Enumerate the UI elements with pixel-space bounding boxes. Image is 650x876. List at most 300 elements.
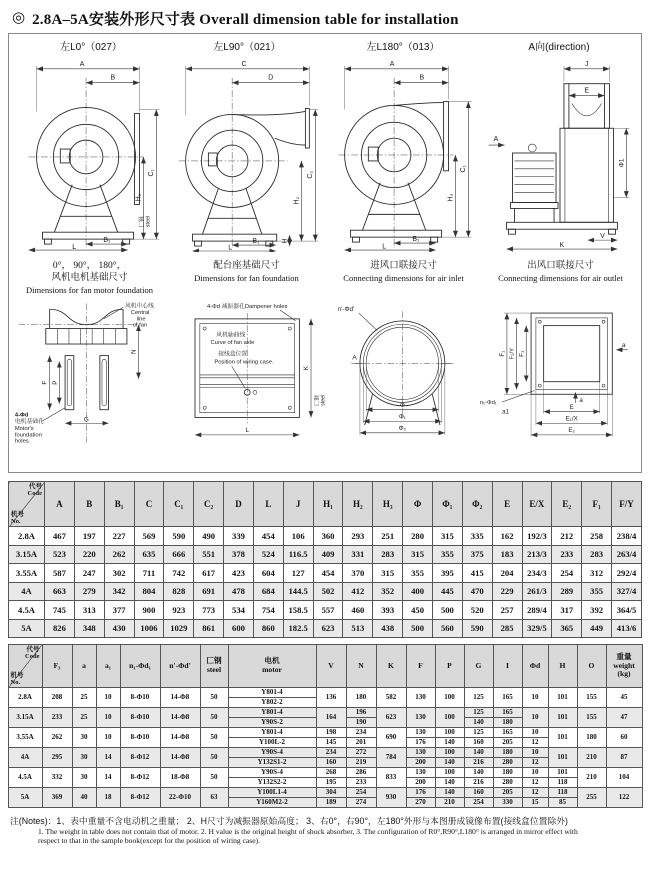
t1-value-cell: 590 [462, 619, 492, 638]
t2-value-cell: 180 [493, 748, 522, 758]
t1-value-cell: 254 [552, 564, 582, 583]
t1-value-cell: 445 [432, 582, 462, 601]
dampener-holes-label: 4-Φd 减振器孔Dampener holes [206, 304, 287, 311]
t2-value-cell: 164 [316, 708, 346, 728]
t2-col-header: 匚钢 steel [200, 645, 228, 688]
centerline-en3: of fan [132, 323, 148, 330]
t1-value-cell: 423 [224, 564, 254, 583]
t2-value-cell: 12 [522, 758, 548, 768]
t1-row-5A [9, 619, 642, 638]
motor-foundation-drawing [11, 297, 166, 449]
t1-value-cell: 335 [462, 527, 492, 546]
t2-value-cell: 160 [316, 758, 346, 768]
t2-motor-cell: Y100L-2 [228, 738, 316, 748]
top-drawings-row [9, 34, 641, 257]
t1-value-cell: 412 [343, 582, 373, 601]
t2-value-cell: 190 [346, 718, 376, 728]
t2-value-cell: 14-Φ8 [160, 748, 200, 768]
t2-value-cell: 12 [522, 778, 548, 788]
dimension-table-2 [8, 644, 643, 808]
t2-value-cell: 201 [346, 738, 376, 748]
t1-value-cell: 293 [343, 527, 373, 546]
t2-value-cell: 268 [316, 768, 346, 778]
t2-value-cell: 10 [96, 708, 120, 728]
t2-value-cell: 254 [346, 788, 376, 798]
t2-value-cell: 216 [464, 778, 493, 788]
t2-value-cell: 30 [72, 728, 96, 748]
t1-col-header: H₁ [313, 482, 343, 527]
dim-label-B1: B₁ [412, 236, 420, 244]
t1-value-cell: 449 [582, 619, 612, 638]
t1-value-cell: 312 [582, 564, 612, 583]
t2-value-cell: 234 [346, 728, 376, 738]
t2-value-cell: 140 [464, 768, 493, 778]
t2-value-cell: 176 [406, 738, 435, 748]
t2-value-cell: 104 [606, 768, 642, 788]
t2-value-cell: 15 [522, 798, 548, 808]
t2-value-cell: 140 [464, 718, 493, 728]
drawing-a-direction [481, 38, 637, 257]
t2-value-cell: 180 [493, 768, 522, 778]
t1-value-cell: 923 [164, 601, 194, 620]
t1-row-2.8A [9, 527, 642, 546]
t2-value-cell: 140 [435, 788, 464, 798]
dim-label-C1: C₁ [459, 165, 467, 173]
t2-value-cell: 100 [435, 688, 464, 708]
t1-value-cell: 283 [373, 545, 403, 564]
t2-value-cell: 118 [548, 778, 577, 788]
t2-col-header: V [316, 645, 346, 688]
t2-value-cell: 208 [42, 688, 72, 708]
motor-holes-zh: 电机基础孔 [14, 419, 44, 426]
t1-value-cell: 263/4 [612, 545, 642, 564]
t1-col-header: C [134, 482, 164, 527]
dim-label-A: A [389, 60, 395, 68]
t1-value-cell: 247 [74, 564, 104, 583]
t2-value-cell: 254 [464, 798, 493, 808]
t2-motor-cell: Y132S1-2 [228, 758, 316, 768]
dim-label-K: K [559, 242, 565, 250]
centerline-zh: 风机中心线 [124, 303, 154, 310]
t2-value-cell: 280 [493, 778, 522, 788]
caption-zh: 0°， 90°， 180°， [52, 261, 127, 271]
caption-zh: 风机电机基础尺寸 [51, 272, 128, 283]
t2-value-cell: 272 [346, 748, 376, 758]
t2-value-cell: 101 [548, 768, 577, 778]
dim-label-L: L [245, 427, 249, 435]
t1-value-cell: 460 [343, 601, 373, 620]
t2-value-cell: 200 [406, 758, 435, 768]
dim-label-a-side: a [621, 342, 626, 350]
t1-value-cell: 116.5 [283, 545, 313, 564]
t1-value-cell: 251 [373, 527, 403, 546]
t2-value-cell: 130 [406, 748, 435, 758]
t1-value-cell: 280 [403, 527, 433, 546]
t1-value-cell: 409 [313, 545, 343, 564]
t2-value-cell: 8-Φ12 [120, 788, 160, 808]
dim-label-A-arrow: A [493, 136, 499, 144]
dim-label-phi1: Φ₁ [398, 413, 406, 421]
t2-motor-cell: Y90S-4 [228, 768, 316, 778]
dim-label-phi: Φ [399, 402, 405, 410]
corner-no-label: 机号 No. [11, 510, 24, 525]
t1-value-cell: 182.5 [283, 619, 313, 638]
air-outlet-drawing [475, 297, 639, 449]
t2-value-cell: 130 [406, 768, 435, 778]
t1-value-cell: 279 [74, 582, 104, 601]
t2-value-cell: 180 [493, 718, 522, 728]
notes [10, 814, 640, 846]
dim-label-K: K [302, 366, 310, 371]
t1-row-3.55A [9, 564, 642, 583]
t1-col-header: F₁ [582, 482, 612, 527]
t2-col-header: a [72, 645, 96, 688]
dim-label-F: F [41, 381, 49, 385]
t2-value-cell: 101 [548, 708, 577, 728]
dim-label-E: E [569, 404, 574, 412]
dim-label-F1: F₁ [498, 351, 506, 358]
t2-value-cell: 100 [435, 768, 464, 778]
t1-value-cell: 502 [313, 582, 343, 601]
t1-col-header: A [45, 482, 75, 527]
t1-value-cell: 360 [313, 527, 343, 546]
t2-value-cell: 85 [548, 798, 577, 808]
t1-row-4A [9, 582, 642, 601]
t1-col-header: Φ₁ [432, 482, 462, 527]
t1-value-cell: 257 [492, 601, 522, 620]
t1-value-cell: 828 [164, 582, 194, 601]
t1-value-cell: 623 [313, 619, 343, 638]
t2-value-cell: 286 [346, 768, 376, 778]
t2-value-cell: 270 [406, 798, 435, 808]
air-inlet-drawing [330, 297, 475, 449]
dim-label-a-inner: a [579, 397, 583, 405]
t2-value-cell: 160 [464, 738, 493, 748]
t1-value-cell: 283 [582, 545, 612, 564]
t2-value-cell: 101 [548, 728, 577, 748]
t2-col-header: P [435, 645, 464, 688]
t2-code-cell: 4A [8, 748, 42, 768]
t2-value-cell: 216 [464, 758, 493, 768]
t2-value-cell: 50 [200, 768, 228, 788]
t1-value-cell: 395 [432, 564, 462, 583]
t2-value-cell: 189 [316, 798, 346, 808]
dim-label-B: B [110, 74, 116, 82]
t1-value-cell: 520 [462, 601, 492, 620]
t2-value-cell: 8-Φ12 [120, 768, 160, 788]
t2-col-header: G [464, 645, 493, 688]
t2-value-cell: 10 [96, 728, 120, 748]
t2-value-cell: 690 [376, 728, 406, 748]
t1-value-cell: 144.5 [283, 582, 313, 601]
t2-value-cell: 234 [316, 748, 346, 758]
t2-motor-cell: Y90S-2 [228, 718, 316, 728]
t1-value-cell: 560 [432, 619, 462, 638]
caption-air-inlet [325, 261, 482, 295]
t1-value-cell: 220 [74, 545, 104, 564]
t1-col-header: H₃ [373, 482, 403, 527]
dimension-table-1 [8, 481, 642, 638]
t1-value-cell: 470 [462, 582, 492, 601]
drawing-l180-title: 左L180°（013） [366, 42, 440, 53]
t1-row-3.15A [9, 545, 642, 564]
dim-label-C2: C₂ [306, 170, 314, 179]
dim-label-B1: B₁ [103, 237, 111, 245]
motor-holes-en2: foundation [14, 432, 42, 439]
dim-label-H3: H₃ [447, 193, 455, 202]
t1-value-cell: 197 [74, 527, 104, 546]
t2-value-cell: 14-Φ8 [160, 708, 200, 728]
t2-value-cell: 125 [464, 688, 493, 708]
dim-label-H: H [281, 238, 289, 244]
t2-value-cell: 130 [406, 708, 435, 728]
t2-value-cell: 130 [406, 688, 435, 708]
t1-value-cell: 204 [492, 564, 522, 583]
t2-value-cell: 50 [200, 688, 228, 708]
t1-value-cell: 663 [45, 582, 75, 601]
t1-value-cell: 773 [194, 601, 224, 620]
t2-value-cell: 30 [72, 748, 96, 768]
t2-motor-cell: Y801-4 [228, 728, 316, 738]
t1-value-cell: 534 [224, 601, 254, 620]
t2-value-cell: 10 [522, 728, 548, 738]
t2-col-header: I [493, 645, 522, 688]
dim-label-G: G [83, 416, 89, 424]
t2-value-cell: 45 [606, 688, 642, 708]
t1-value-cell: 745 [45, 601, 75, 620]
t2-value-cell: 140 [464, 748, 493, 758]
dim-label-C: C [241, 60, 247, 68]
motor-holes-count: 4-Φd [14, 412, 29, 419]
t2-value-cell: 784 [376, 748, 406, 768]
t2-value-cell: 8-Φ10 [120, 728, 160, 748]
t1-value-cell: 227 [104, 527, 134, 546]
steel-label-en: steel [145, 215, 152, 228]
t1-value-cell: 450 [403, 601, 433, 620]
drawing-l0 [13, 38, 169, 257]
t1-value-cell: 234/3 [522, 564, 552, 583]
t2-value-cell: 280 [493, 758, 522, 768]
t2-col-header: 重量 weight (kg) [606, 645, 642, 688]
fan-drawing-l0 [16, 54, 166, 252]
corner-code-label: 代号 Code [27, 483, 42, 498]
t1-value-cell: 500 [432, 601, 462, 620]
t2-row-4.5A [8, 768, 642, 778]
t2-value-cell: 14 [96, 748, 120, 768]
page-header [12, 8, 638, 29]
t1-value-cell: 192/3 [522, 527, 552, 546]
t2-value-cell: 60 [606, 728, 642, 748]
t1-value-cell: 557 [313, 601, 343, 620]
t2-value-cell: 219 [346, 758, 376, 768]
t2-value-cell: 100 [435, 728, 464, 738]
t1-value-cell: 315 [403, 545, 433, 564]
t2-value-cell: 160 [464, 788, 493, 798]
dim-label-B1: B₁ [252, 238, 260, 246]
t1-value-cell: 348 [74, 619, 104, 638]
motor-holes-en3: holes. [14, 438, 31, 445]
drawing-l90-title: 左L90°（021） [213, 42, 281, 53]
t2-value-cell: 8-Φ10 [120, 708, 160, 728]
wiring-en: Position of wiring case. [213, 359, 274, 366]
t2-motor-cell: Y801-4 [228, 688, 316, 698]
t1-value-cell: 158.5 [283, 601, 313, 620]
t1-value-cell: 365 [552, 619, 582, 638]
t2-value-cell: 63 [200, 788, 228, 808]
t2-value-cell: 262 [42, 728, 72, 748]
t2-row-2.8A [8, 688, 642, 698]
t2-value-cell: 50 [200, 708, 228, 728]
dim-label-D: D [268, 74, 274, 82]
t1-value-cell: 364/5 [612, 601, 642, 620]
outlet-holes-label: n₁-Φd₁ [479, 400, 497, 407]
dim-label-phi2: Φ₂ [398, 425, 406, 433]
t1-value-cell: 213/3 [522, 545, 552, 564]
caption-fan-foundation [168, 261, 325, 295]
t1-value-cell: 378 [224, 545, 254, 564]
t2-col-header: n₁-Φd₁ [120, 645, 160, 688]
dim-label-E: E [584, 87, 590, 95]
t2-col-header: Φd [522, 645, 548, 688]
t2-value-cell: 155 [577, 688, 606, 708]
dim-label-V: V [600, 233, 605, 241]
t1-value-cell: 524 [253, 545, 283, 564]
t2-value-cell: 210 [577, 768, 606, 788]
t2-value-cell: 100 [435, 748, 464, 758]
t1-code-cell: 4.5A [9, 601, 45, 620]
t1-value-cell: 315 [432, 527, 462, 546]
t2-value-cell: 122 [606, 788, 642, 808]
t1-col-header: F/Y [612, 482, 642, 527]
t1-code-cell: 5A [9, 619, 45, 638]
t2-value-cell: 14-Φ8 [160, 688, 200, 708]
t2-row-3.15A [8, 708, 642, 718]
t1-value-cell: 500 [403, 619, 433, 638]
t2-value-cell: 8-Φ12 [120, 748, 160, 768]
t1-col-header: B [74, 482, 104, 527]
t1-value-cell: 106 [283, 527, 313, 546]
t2-value-cell: 18 [96, 788, 120, 808]
t1-col-header: E₂ [552, 482, 582, 527]
t2-motor-cell: Y801-4 [228, 708, 316, 718]
t1-value-cell: 900 [134, 601, 164, 620]
t2-code-cell: 2.8A [8, 688, 42, 708]
t2-value-cell: 140 [435, 738, 464, 748]
t1-col-header: D [224, 482, 254, 527]
t2-col-header: F [406, 645, 435, 688]
t2-value-cell: 101 [548, 688, 577, 708]
t1-value-cell: 861 [194, 619, 224, 638]
drawing-a-direction-title: A向(direction) [528, 42, 590, 53]
t2-value-cell: 100 [435, 708, 464, 728]
drawings-panel [8, 33, 642, 473]
t1-col-header: Φ [403, 482, 433, 527]
t1-code-cell: 4A [9, 582, 45, 601]
t1-value-cell: 684 [253, 582, 283, 601]
t1-code-cell: 3.15A [9, 545, 45, 564]
dim-label-L: L [228, 244, 233, 252]
t2-code-cell: 5A [8, 788, 42, 808]
t2-value-cell: 130 [406, 728, 435, 738]
t1-value-cell: 289/4 [522, 601, 552, 620]
dim-label-H2: H₂ [293, 196, 301, 205]
t1-value-cell: 329/5 [522, 619, 552, 638]
dim-label-L: L [72, 244, 77, 252]
t2-value-cell: 140 [435, 778, 464, 788]
t1-value-cell: 413/6 [612, 619, 642, 638]
steel-label-zh: 匚钢 [314, 395, 321, 407]
t2-value-cell: 304 [316, 788, 346, 798]
t2-value-cell: 10 [522, 688, 548, 708]
t2-value-cell: 10 [96, 688, 120, 708]
notes-en-line1: 1. The weight in table does not contain that of motor. 2. H value is the original height of shock absorber, 3. The configuration of R0°,R90°,L180° is arranged in mirror effect with [38, 827, 578, 836]
t1-value-cell: 238/4 [612, 527, 642, 546]
t2-value-cell: 25 [72, 708, 96, 728]
t2-value-cell: 330 [493, 798, 522, 808]
dim-label-H1: H₁ [135, 193, 143, 202]
centerline-en2: line [136, 316, 146, 323]
t2-value-cell: 176 [406, 788, 435, 798]
t1-value-cell: 285 [492, 619, 522, 638]
caption-motor-foundation [11, 261, 168, 295]
t2-value-cell: 198 [316, 728, 346, 738]
t2-value-cell: 145 [316, 738, 346, 748]
t2-value-cell: 10 [522, 768, 548, 778]
caption-air-outlet [482, 261, 639, 295]
t1-value-cell: 569 [134, 527, 164, 546]
t2-value-cell: 22-Φ10 [160, 788, 200, 808]
page-title: 2.8A–5A安装外形尺寸表 Overall dimension table for installation [32, 12, 459, 28]
dim-label-L: L [382, 243, 387, 251]
t1-value-cell: 289 [552, 582, 582, 601]
t2-value-cell: 180 [577, 728, 606, 748]
t1-value-cell: 430 [104, 619, 134, 638]
t2-value-cell: 623 [376, 708, 406, 728]
t2-value-cell: 25 [72, 688, 96, 708]
bullet-icon: ◎ [12, 10, 26, 26]
t1-value-cell: 393 [373, 601, 403, 620]
t2-value-cell: 205 [493, 738, 522, 748]
t2-value-cell: 165 [493, 728, 522, 738]
t1-value-cell: 292/4 [612, 564, 642, 583]
t2-value-cell: 210 [435, 798, 464, 808]
t2-value-cell: 14-Φ8 [160, 728, 200, 748]
t1-col-header: L [253, 482, 283, 527]
t2-value-cell: 210 [577, 748, 606, 768]
centerline-en1: Central [130, 310, 150, 317]
t1-value-cell: 261/3 [522, 582, 552, 601]
dim-label-A: A [79, 60, 85, 68]
t2-code-cell: 3.15A [8, 708, 42, 728]
t1-col-header: B₁ [104, 482, 134, 527]
t2-value-cell: 833 [376, 768, 406, 788]
t2-value-cell: 582 [376, 688, 406, 708]
t2-value-cell: 195 [316, 778, 346, 788]
t2-value-cell: 180 [346, 688, 376, 708]
t1-value-cell: 355 [432, 545, 462, 564]
t2-value-cell: 255 [577, 788, 606, 808]
fan-axle-zh: 风机轴曲线 [215, 332, 245, 339]
t1-value-cell: 233 [552, 545, 582, 564]
t2-value-cell: 50 [200, 728, 228, 748]
t1-value-cell: 183 [492, 545, 522, 564]
t1-value-cell: 551 [194, 545, 224, 564]
dim-label-F3: F₃ [517, 350, 525, 358]
t1-col-header: E/X [522, 482, 552, 527]
t2-value-cell: 136 [316, 688, 346, 708]
t1-value-cell: 587 [45, 564, 75, 583]
wiring-zh: 接线盒位置 [217, 351, 247, 358]
